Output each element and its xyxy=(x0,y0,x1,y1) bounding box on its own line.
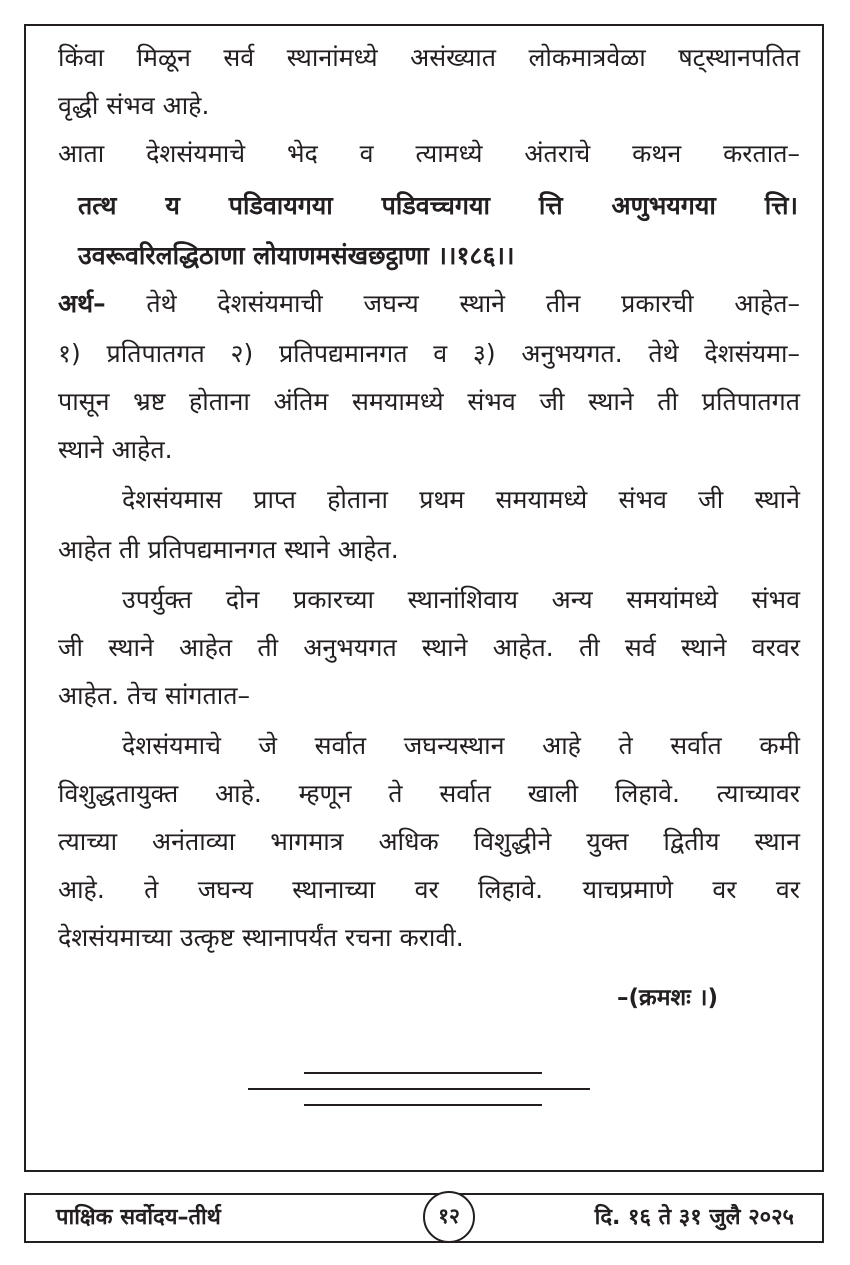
text-line: आहे. ते जघन्य स्थानाच्या वर लिहावे. याचप्रमाणे वर वर xyxy=(58,875,800,904)
meaning-label: अर्थ– xyxy=(58,289,106,318)
meaning-line xyxy=(58,282,800,326)
verse-line: उवरूवरिलद्धिठाणा लोयाणमसंखछट्ठाणा ।।१८६।। xyxy=(78,241,515,270)
page-footer xyxy=(24,1193,824,1243)
text-line: आता देशसंयमाचे भेद व त्यामध्ये अंतराचे कथन करतात– xyxy=(58,139,800,168)
page-number: १२ xyxy=(423,1191,475,1243)
text-line: वृद्धी संभव आहे. xyxy=(58,91,210,120)
paragraph-start: उपर्युक्त दोन प्रकारच्या स्थानांशिवाय अन्य समयांमध्ये संभव xyxy=(122,585,800,614)
text-line: देशसंयमाच्या उत्कृष्ट स्थानापर्यंत रचना करावी. xyxy=(58,923,464,952)
ornament-rule-bottom xyxy=(304,1104,542,1106)
issue-date: दि. १६ ते ३१ जुलै २०२५ xyxy=(594,1205,794,1230)
verse-line: तत्थ य पडिवायगया पडिवच्चगया त्ति अणुभयगया त्ति। xyxy=(78,191,798,220)
text-line: १) प्रतिपातगत २) प्रतिपद्यमानगत व ३) अनुभयगत. तेथे देशसंयमा– xyxy=(58,339,800,368)
text-line: त्याच्या अनंताव्या भागमात्र अधिक विशुद्धीने युक्त द्वितीय स्थान xyxy=(58,827,800,856)
text-line: स्थाने आहेत. xyxy=(58,435,173,464)
meaning-text: तेथे देशसंयमाची जघन्य स्थाने तीन प्रकारची आहेत– xyxy=(146,289,800,318)
publication-name: पाक्षिक सर्वोदय–तीर्थ xyxy=(56,1205,221,1230)
paragraph-start: देशसंयमाचे जे सर्वात जघन्यस्थान आहे ते सर्वात कमी xyxy=(122,731,800,760)
text-line: विशुद्धतायुक्त आहे. म्हणून ते सर्वात खाली लिहावे. त्याच्यावर xyxy=(58,779,800,808)
continued-note: –(क्रमशः ।) xyxy=(617,985,718,1011)
text-line: किंवा मिळून सर्व स्थानांमध्ये असंख्यात लोकमात्रवेळा षट्स्थानपतित xyxy=(58,43,800,72)
paragraph-start: देशसंयमास प्राप्त होताना प्रथम समयामध्ये संभव जी स्थाने xyxy=(122,485,800,514)
text-line: पासून भ्रष्ट होताना अंतिम समयामध्ये संभव जी स्थाने ती प्रतिपातगत xyxy=(58,387,800,416)
text-line: आहेत ती प्रतिपद्यमानगत स्थाने आहेत. xyxy=(58,535,399,564)
ornament-rule-top xyxy=(304,1072,542,1074)
ornament-rule-middle xyxy=(248,1088,590,1090)
text-line: आहेत. तेच सांगतात– xyxy=(58,681,250,710)
text-line: जी स्थाने आहेत ती अनुभयगत स्थाने आहेत. ती सर्व स्थाने वरवर xyxy=(58,633,800,662)
